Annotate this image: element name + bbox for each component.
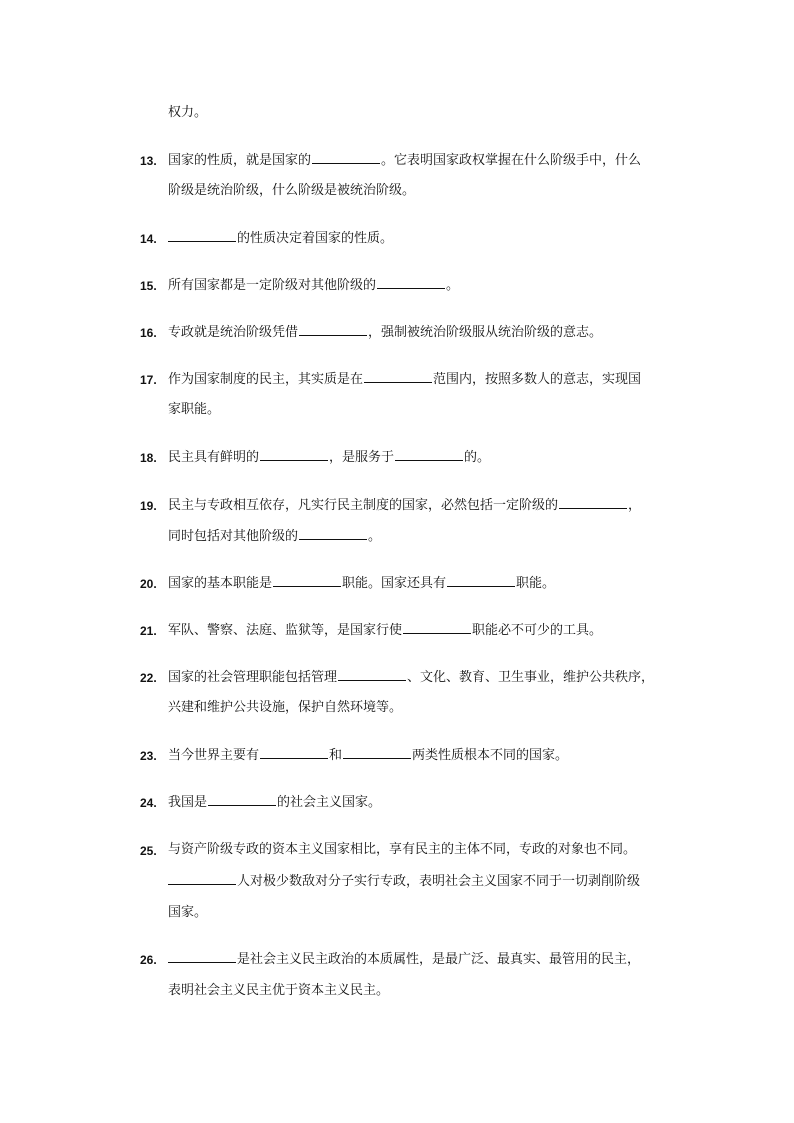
answer-blank[interactable] — [168, 872, 236, 885]
question-number: 15. — [140, 279, 157, 293]
question-number: 25. — [140, 844, 157, 858]
answer-blank[interactable] — [312, 151, 380, 164]
question-number: 22. — [140, 671, 157, 685]
question-number: 17. — [140, 373, 157, 387]
question-number: 23. — [140, 749, 157, 763]
question-text: 和 — [329, 748, 343, 763]
question-text: 。 — [368, 529, 382, 544]
question-text: ，强制被统治阶级服从统治阶级的意志。 — [368, 325, 603, 340]
question-text: 国家的性质，就是国家的 — [168, 153, 312, 168]
answer-blank[interactable] — [168, 229, 236, 242]
question-text: 我国是 — [168, 795, 208, 810]
question-text: 职能必不可少的工具。 — [472, 623, 603, 638]
question-text: 职能。 — [516, 576, 556, 591]
answer-blank[interactable] — [364, 370, 432, 383]
question-number: 26. — [140, 953, 157, 967]
question-20-line-1 — [168, 574, 555, 593]
question-26-line-2: 表明社会主义民主优于资本主义民主。 — [168, 983, 390, 998]
question-text: 同时包括对其他阶级的 — [168, 529, 299, 544]
question-14-line-1 — [168, 229, 393, 248]
question-number: 18. — [140, 451, 157, 465]
answer-blank[interactable] — [208, 793, 276, 806]
question-number: 20. — [140, 577, 157, 591]
question-19-line-2 — [168, 527, 381, 546]
question-text: 职能。国家还具有 — [342, 576, 447, 591]
question-18-line-1 — [168, 448, 490, 467]
question-22-line-1 — [168, 668, 654, 687]
answer-blank[interactable] — [377, 276, 445, 289]
question-25-line-1: 与资产阶级专政的资本主义国家相比，享有民主的主体不同，专政的对象也不同。 — [168, 842, 637, 857]
question-13-line-2: 阶级是统治阶级，什么阶级是被统治阶级。 — [168, 183, 416, 198]
question-text: ，是服务于 — [329, 450, 395, 465]
question-text: 专政就是统治阶级凭借 — [168, 325, 299, 340]
question-text: 民主与专政相互依存，凡实行民主制度的国家，必然包括一定阶级的 — [168, 498, 559, 513]
question-16-line-1 — [168, 323, 602, 342]
question-text: 的。 — [464, 450, 491, 465]
question-25-line-3: 国家。 — [168, 905, 208, 920]
question-text: 民主具有鲜明的 — [168, 450, 260, 465]
question-22-line-2: 兴建和维护公共设施，保护自然环境等。 — [168, 700, 403, 715]
question-text: 的性质决定着国家的性质。 — [237, 231, 394, 246]
question-text: 人对极少数敌对分子实行专政，表明社会主义国家不同于一切剥削阶级 — [237, 874, 641, 889]
question-23-line-1 — [168, 746, 568, 765]
question-number: 21. — [140, 624, 157, 638]
question-26-line-1 — [168, 950, 640, 969]
question-text: 当今世界主要有 — [168, 748, 260, 763]
answer-blank[interactable] — [343, 746, 411, 759]
question-text: 的社会主义国家。 — [277, 795, 382, 810]
question-number: 16. — [140, 326, 157, 340]
question-15-line-1 — [168, 276, 459, 295]
question-text: 国家的基本职能是 — [168, 576, 273, 591]
answer-blank[interactable] — [559, 496, 627, 509]
question-17-line-2: 家职能。 — [168, 402, 221, 417]
answer-blank[interactable] — [299, 527, 367, 540]
question-text: 国家的社会管理职能包括管理 — [168, 670, 338, 685]
question-text: ， — [628, 498, 642, 513]
answer-blank[interactable] — [447, 574, 515, 587]
question-text: 范围内，按照多数人的意志，实现国 — [433, 372, 642, 387]
question-25-line-2 — [168, 872, 640, 891]
question-text: 。 — [446, 278, 460, 293]
question-19-line-1 — [168, 496, 641, 515]
question-text: 是社会主义民主政治的本质属性，是最广泛、最真实、最管用的民主， — [237, 952, 641, 967]
question-text: 。它表明国家政权掌握在什么阶级手中，什么 — [381, 153, 642, 168]
question-21-line-1 — [168, 621, 602, 640]
answer-blank[interactable] — [168, 950, 236, 963]
answer-blank[interactable] — [273, 574, 341, 587]
question-text: 、文化、教育、卫生事业，维护公共秩序， — [407, 670, 655, 685]
answer-blank[interactable] — [338, 668, 406, 681]
question-number: 19. — [140, 499, 157, 513]
question-24-line-1 — [168, 793, 381, 812]
question-13-line-1 — [168, 151, 641, 170]
question-number: 14. — [140, 232, 157, 246]
answer-blank[interactable] — [260, 448, 328, 461]
question-text: 军队、警察、法庭、监狱等，是国家行使 — [168, 623, 403, 638]
question-number: 24. — [140, 796, 157, 810]
question-17-line-1 — [168, 370, 641, 389]
answer-blank[interactable] — [260, 746, 328, 759]
answer-blank[interactable] — [395, 448, 463, 461]
question-number: 13. — [140, 154, 157, 168]
text-line: 权力。 — [168, 105, 208, 120]
question-text: 两类性质根本不同的国家。 — [412, 748, 569, 763]
answer-blank[interactable] — [403, 621, 471, 634]
question-text: 所有国家都是一定阶级对其他阶级的 — [168, 278, 377, 293]
answer-blank[interactable] — [299, 323, 367, 336]
question-text: 作为国家制度的民主，其实质是在 — [168, 372, 364, 387]
